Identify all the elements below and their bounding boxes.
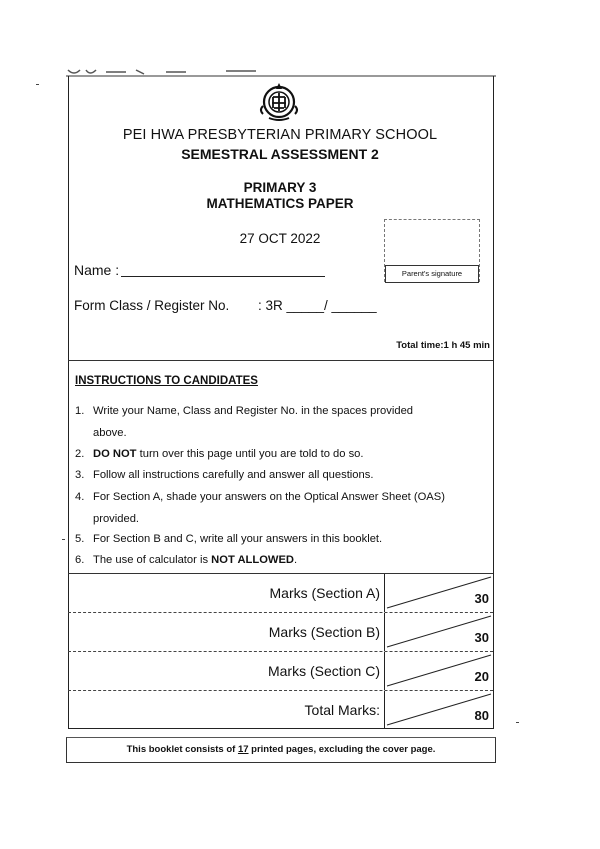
marks-row-section-a <box>68 574 493 612</box>
marks-cell[interactable] <box>384 691 493 729</box>
marks-total: 20 <box>474 669 489 684</box>
instruction-item <box>75 532 489 546</box>
instruction-text-cont: provided. <box>93 513 140 525</box>
marks-label: Marks (Section B) <box>268 624 380 640</box>
paper-title: MATHEMATICS PAPER <box>206 196 354 211</box>
page-count-note <box>66 737 496 763</box>
school-crest-icon <box>257 80 301 124</box>
form-class-label: Form Class / Register No. <box>74 298 230 313</box>
marks-row-section-c <box>68 652 493 690</box>
instruction-item <box>75 553 489 567</box>
instruction-item <box>75 490 489 526</box>
instruction-item <box>75 447 489 461</box>
name-field[interactable] <box>121 276 325 277</box>
marks-total: 30 <box>474 630 489 645</box>
instruction-number: 2. <box>75 448 85 460</box>
marks-cell[interactable] <box>384 652 493 690</box>
marks-total: 80 <box>474 708 489 723</box>
instruction-item <box>75 404 489 440</box>
instruction-text: For Section B and C, write all your answers in this booklet. <box>93 533 383 545</box>
marks-label: Total Marks: <box>304 702 380 718</box>
instruction-number: 3. <box>75 469 85 481</box>
scan-speck <box>62 539 65 540</box>
footer-text: printed pages, excluding the cover page. <box>248 744 436 755</box>
marks-label: Marks (Section A) <box>269 585 380 601</box>
instruction-number: 6. <box>75 554 85 566</box>
scan-speck <box>36 84 39 85</box>
marks-cell[interactable] <box>384 574 493 612</box>
instruction-number: 5. <box>75 533 85 545</box>
instruction-text: turn over this page until you are told to do so. <box>136 448 364 460</box>
instruction-text: . <box>294 554 298 566</box>
instruction-emphasis: NOT ALLOWED <box>211 554 295 566</box>
instruction-text: The use of calculator is <box>93 554 212 566</box>
parent-signature-label: Parent's signature <box>385 265 479 283</box>
instruction-text: For Section A, shade your answers on the Optical Answer Sheet (OAS) <box>93 491 445 503</box>
school-name: PEI HWA PRESBYTERIAN PRIMARY SCHOOL <box>122 127 438 143</box>
instruction-text: Follow all instructions carefully and answer all questions. <box>93 469 374 481</box>
marks-row-section-b <box>68 613 493 651</box>
marks-total: 30 <box>474 591 489 606</box>
name-label: Name : <box>74 262 120 278</box>
page-count: 17 <box>237 744 249 755</box>
instruction-number: 1. <box>75 405 85 417</box>
instruction-text-cont: above. <box>93 427 127 439</box>
instruction-number: 4. <box>75 491 85 503</box>
marks-label: Marks (Section C) <box>267 663 380 679</box>
scan-speck <box>516 722 519 723</box>
instruction-text: Write your Name, Class and Register No. in the spaces provided <box>93 405 414 417</box>
level-title: PRIMARY 3 <box>243 180 317 195</box>
instruction-emphasis: DO NOT <box>93 448 137 460</box>
instruction-item <box>75 468 489 482</box>
section-divider <box>68 360 493 361</box>
footer-text: This booklet consists of <box>126 744 238 755</box>
instructions-title: INSTRUCTIONS TO CANDIDATES <box>75 375 258 387</box>
total-time: Total time:1 h 45 min <box>396 340 490 351</box>
assessment-title: SEMESTRAL ASSESSMENT 2 <box>181 146 379 162</box>
marks-cell[interactable] <box>384 613 493 651</box>
exam-date: 27 OCT 2022 <box>239 231 321 246</box>
parent-signature-box[interactable] <box>384 219 480 282</box>
marks-row-total <box>68 691 493 729</box>
form-class-field[interactable]: : 3R _____/ ______ <box>258 298 377 313</box>
